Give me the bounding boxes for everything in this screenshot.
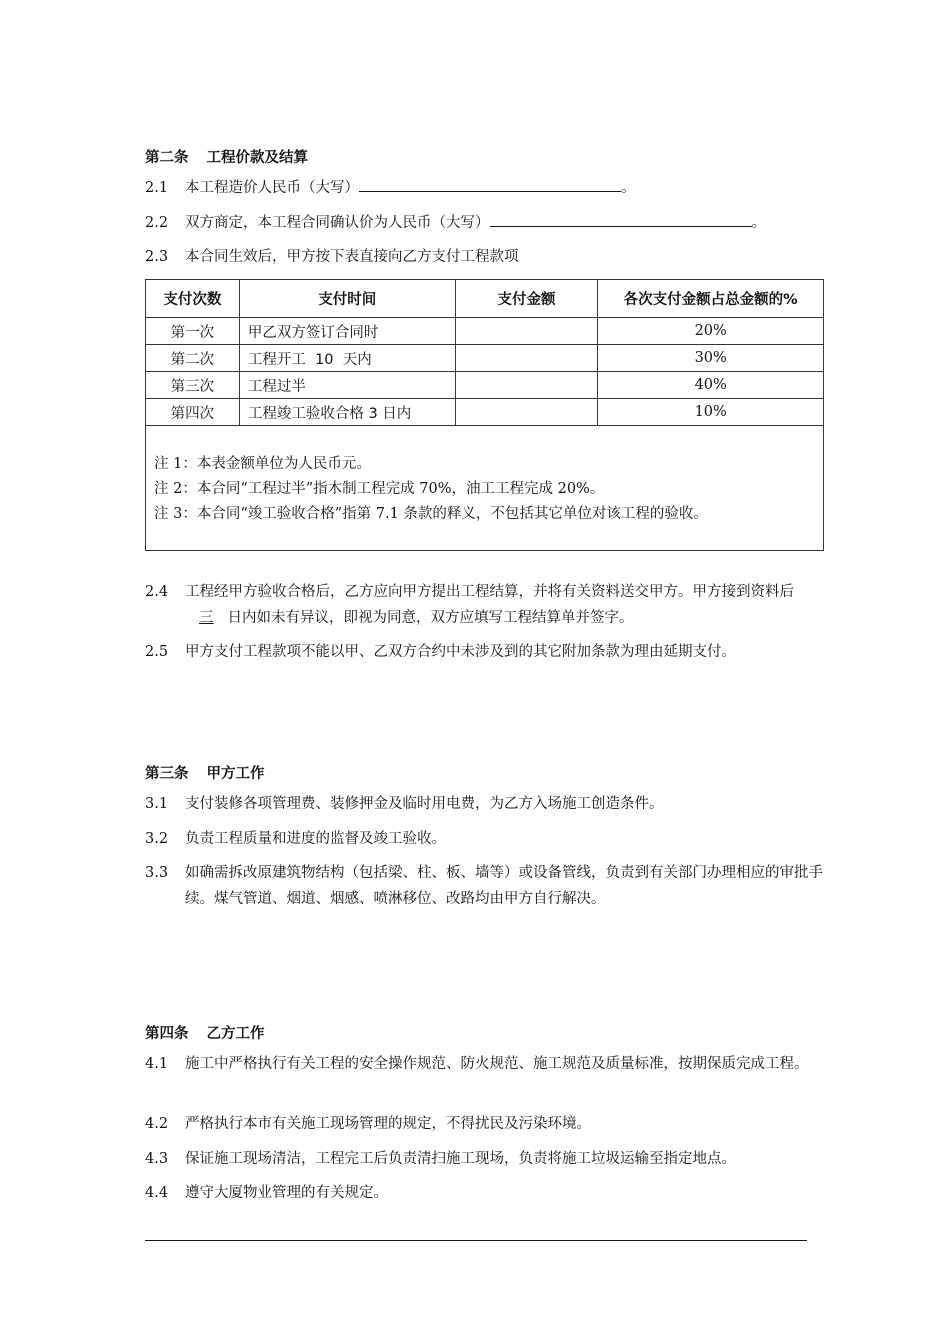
amount-blank-line (359, 177, 621, 193)
table-notes-cell (146, 426, 824, 551)
clause-text: 支付装修各项管理费、装修押金及临时用电费，为乙方入场施工创造条件。 (185, 796, 664, 812)
clause-text: 日内如未有异议，即视为同意，双方应填写工程结算单并签字。 (227, 610, 634, 626)
clause-text: 工程经甲方验收合格后，乙方应向甲方提出工程结算，并将有关资料送交甲方。甲方接到资料后 (185, 584, 794, 600)
clause-end: 。 (621, 180, 636, 196)
clause-2-4 (145, 579, 825, 631)
table-note: 注 1：本表金额单位为人民币元。 (154, 456, 371, 472)
clause-number: 2.1 (145, 180, 169, 196)
clause-text: 保证施工现场清洁，工程完工后负责清扫施工现场，负责将施工垃圾运输至指定地点。 (185, 1151, 736, 1167)
payment-time-cell: 工程竣工验收合格 3 日内 (239, 399, 455, 426)
clause-4-1 (145, 1051, 825, 1077)
clause-number: 4.4 (145, 1185, 169, 1201)
payment-amount-cell (455, 372, 598, 399)
clause-number: 2.4 (145, 584, 169, 600)
payment-percent-cell: 20% (598, 318, 824, 345)
clause-4-3 (145, 1146, 825, 1172)
payment-percent-cell: 40% (598, 372, 824, 399)
clause-end: 。 (751, 215, 766, 231)
section-number: 第四条 (145, 1026, 189, 1042)
clause-2-1 (145, 175, 825, 201)
price-blank-line (490, 212, 752, 228)
clause-text: 施工中严格执行有关工程的安全操作规范、防火规范、施工规范及质量标准，按期保质完成工程。 (185, 1056, 809, 1072)
clause-text: 本工程造价人民币（大写） (185, 180, 359, 196)
clause-number: 2.2 (145, 215, 169, 231)
table-row (146, 372, 824, 399)
table-note: 注 3：本合同“竣工验收合格”指第 7.1 条款的释义，不包括其它单位对该工程的验收。 (154, 506, 708, 522)
section-number: 第三条 (145, 766, 189, 782)
clause-text: 严格执行本市有关施工现场管理的规定，不得扰民及污染环境。 (185, 1116, 591, 1132)
clause-text: 双方商定，本工程合同确认价为人民币（大写） (185, 215, 490, 231)
payment-amount-cell (455, 399, 598, 426)
payment-time-cell: 工程开工 10 天内 (239, 345, 455, 372)
clause-3-3 (145, 860, 825, 912)
payment-order-cell: 第四次 (146, 399, 240, 426)
table-row (146, 318, 824, 345)
header-cell: 支付时间 (239, 280, 455, 318)
clause-number: 4.1 (145, 1056, 169, 1072)
header-cell: 支付金额 (455, 280, 598, 318)
payment-amount-cell (455, 318, 598, 345)
clause-3-1 (145, 791, 825, 817)
payment-amount-cell (455, 345, 598, 372)
payment-percent-cell: 30% (598, 345, 824, 372)
payment-table (145, 279, 824, 551)
clause-text: 本合同生效后，甲方按下表直接向乙方支付工程款项 (185, 249, 519, 265)
days-blank: 三 (199, 610, 214, 626)
table-notes-row (146, 426, 824, 551)
clause-2-3 (145, 244, 825, 270)
clause-3-2 (145, 826, 825, 852)
table-row (146, 345, 824, 372)
payment-percent-cell: 10% (598, 399, 824, 426)
header-cell: 各次支付金额占总金额的% (598, 280, 824, 318)
header-cell: 支付次数 (146, 280, 240, 318)
section-title: 乙方工作 (206, 1026, 265, 1042)
clause-2-5 (145, 639, 825, 665)
clause-text: 甲方支付工程款项不能以甲、乙双方合约中未涉及到的其它附加条款为理由延期支付。 (185, 644, 736, 660)
clause-number: 3.3 (145, 865, 169, 881)
section-title: 工程价款及结算 (206, 150, 308, 166)
clause-text: 如确需拆改原建筑物结构（包括梁、柱、板、墙等）或设备管线，负责到有关部门办理相应的审批手续。煤气管道、烟道、烟感、喷淋移位、改路均由甲方自行解决。 (185, 865, 823, 907)
table-row (146, 399, 824, 426)
payment-order-cell: 第二次 (146, 345, 240, 372)
clause-number: 4.3 (145, 1151, 169, 1167)
payment-time-cell: 甲乙双方签订合同时 (239, 318, 455, 345)
clause-text: 负责工程质量和进度的监督及竣工验收。 (185, 831, 446, 847)
section-2-heading (145, 146, 308, 167)
clause-4-2 (145, 1111, 825, 1137)
section-title: 甲方工作 (206, 766, 265, 782)
table-note: 注 2：本合同“工程过半”指木制工程完成 70%，油工工程完成 20%。 (154, 481, 605, 497)
clause-number: 2.3 (145, 249, 169, 265)
clause-number: 3.1 (145, 796, 169, 812)
clause-4-4 (145, 1180, 825, 1206)
clause-2-2 (145, 210, 825, 236)
payment-time-cell: 工程过半 (239, 372, 455, 399)
section-number: 第二条 (145, 150, 189, 166)
clause-number: 3.2 (145, 831, 169, 847)
clause-number: 2.5 (145, 644, 169, 660)
payment-order-cell: 第三次 (146, 372, 240, 399)
payment-order-cell: 第一次 (146, 318, 240, 345)
section-3-heading (145, 762, 265, 783)
section-4-heading (145, 1022, 265, 1043)
clause-number: 4.2 (145, 1116, 169, 1132)
clause-text: 遵守大厦物业管理的有关规定。 (185, 1185, 388, 1201)
footer-divider (145, 1240, 807, 1241)
table-header-row (146, 280, 824, 318)
